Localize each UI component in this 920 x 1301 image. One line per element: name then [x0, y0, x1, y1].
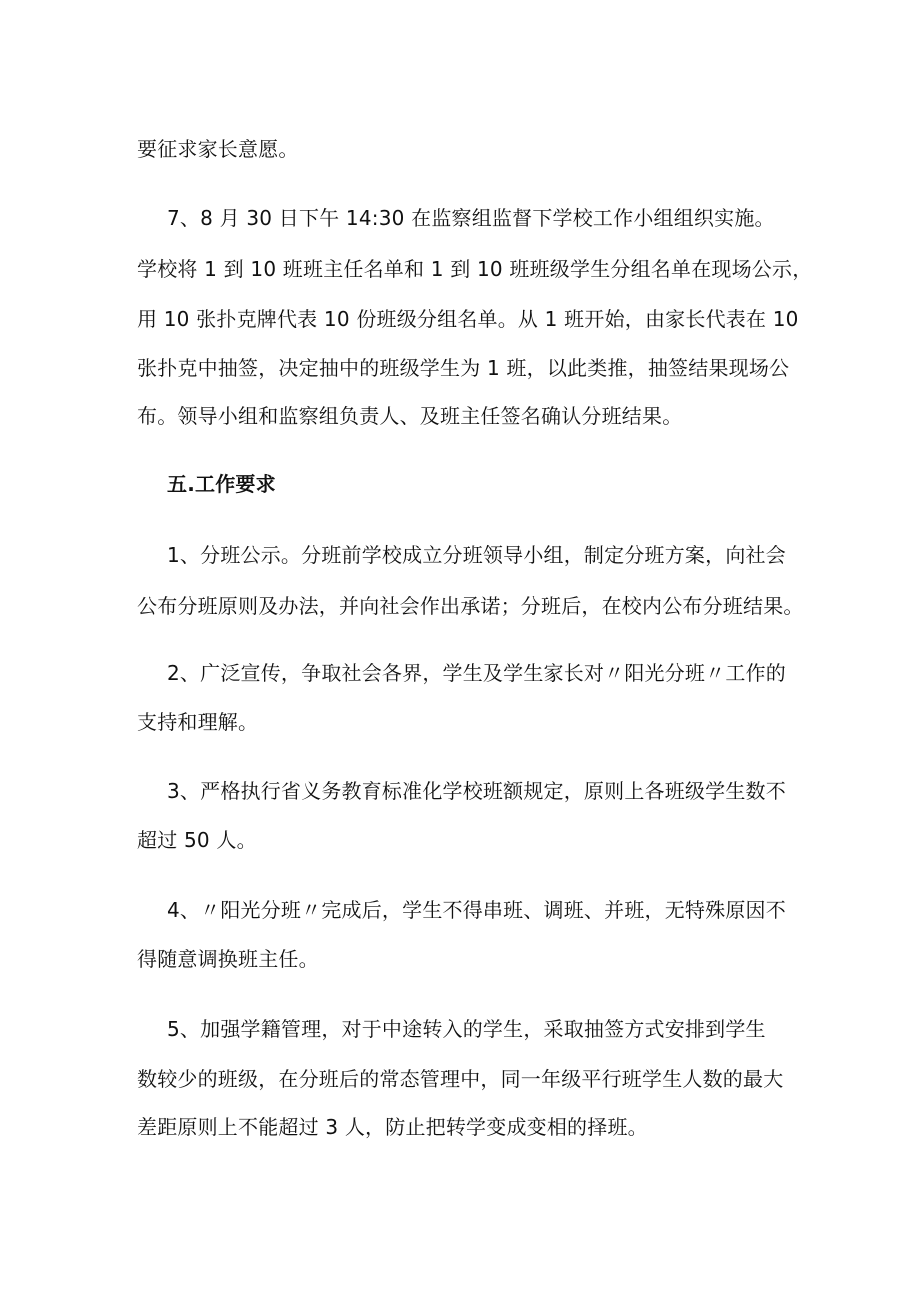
- requirement-2-line-1: 2、广泛宣传，争取社会各界，学生及学生家长对〃阳光分班〃工作的: [167, 661, 786, 685]
- requirement-1-line-2: 公布分班原则及办法，并向社会作出承诺；分班后，在校内公布分班结果。: [137, 594, 804, 618]
- requirement-3-line-2: 超过 50 人。: [137, 828, 257, 852]
- item-7-line-3: 用 10 张扑克牌代表 10 份班级分组名单。从 1 班开始，由家长代表在 10: [137, 307, 799, 331]
- requirement-3-line-1: 3、严格执行省义务教育标准化学校班额规定，原则上各班级学生数不: [167, 779, 786, 803]
- item-7-line-4: 张扑克中抽签，决定抽中的班级学生为 1 班，以此类推，抽签结果现场公: [137, 356, 790, 380]
- requirement-1-line-1: 1、分班公示。分班前学校成立分班领导小组，制定分班方案，向社会: [167, 543, 786, 567]
- section-heading-work-requirements: 五.工作要求: [167, 472, 276, 496]
- item-7-line-2: 学校将 1 到 10 班班主任名单和 1 到 10 班班级学生分组名单在现场公示，: [137, 257, 813, 281]
- item-7-line-1: 7、8 月 30 日下午 14:30 在监察组监督下学校工作小组组织实施。: [167, 206, 775, 230]
- item-7-line-5: 布。领导小组和监察组负责人、及班主任签名确认分班结果。: [137, 404, 683, 428]
- requirement-2-line-2: 支持和理解。: [137, 710, 259, 734]
- requirement-5-line-3: 差距原则上不能超过 3 人，防止把转学变成变相的择班。: [137, 1115, 648, 1139]
- requirement-4-line-2: 得随意调换班主任。: [137, 947, 319, 971]
- requirement-5-line-2: 数较少的班级，在分班后的常态管理中，同一年级平行班学生人数的最大: [137, 1067, 784, 1091]
- paragraph-continuation-line: 要征求家长意愿。: [137, 137, 299, 161]
- requirement-5-line-1: 5、加强学籍管理，对于中途转入的学生，采取抽签方式安排到学生: [167, 1017, 766, 1041]
- requirement-4-line-1: 4、〃阳光分班〃完成后，学生不得串班、调班、并班，无特殊原因不: [167, 898, 786, 922]
